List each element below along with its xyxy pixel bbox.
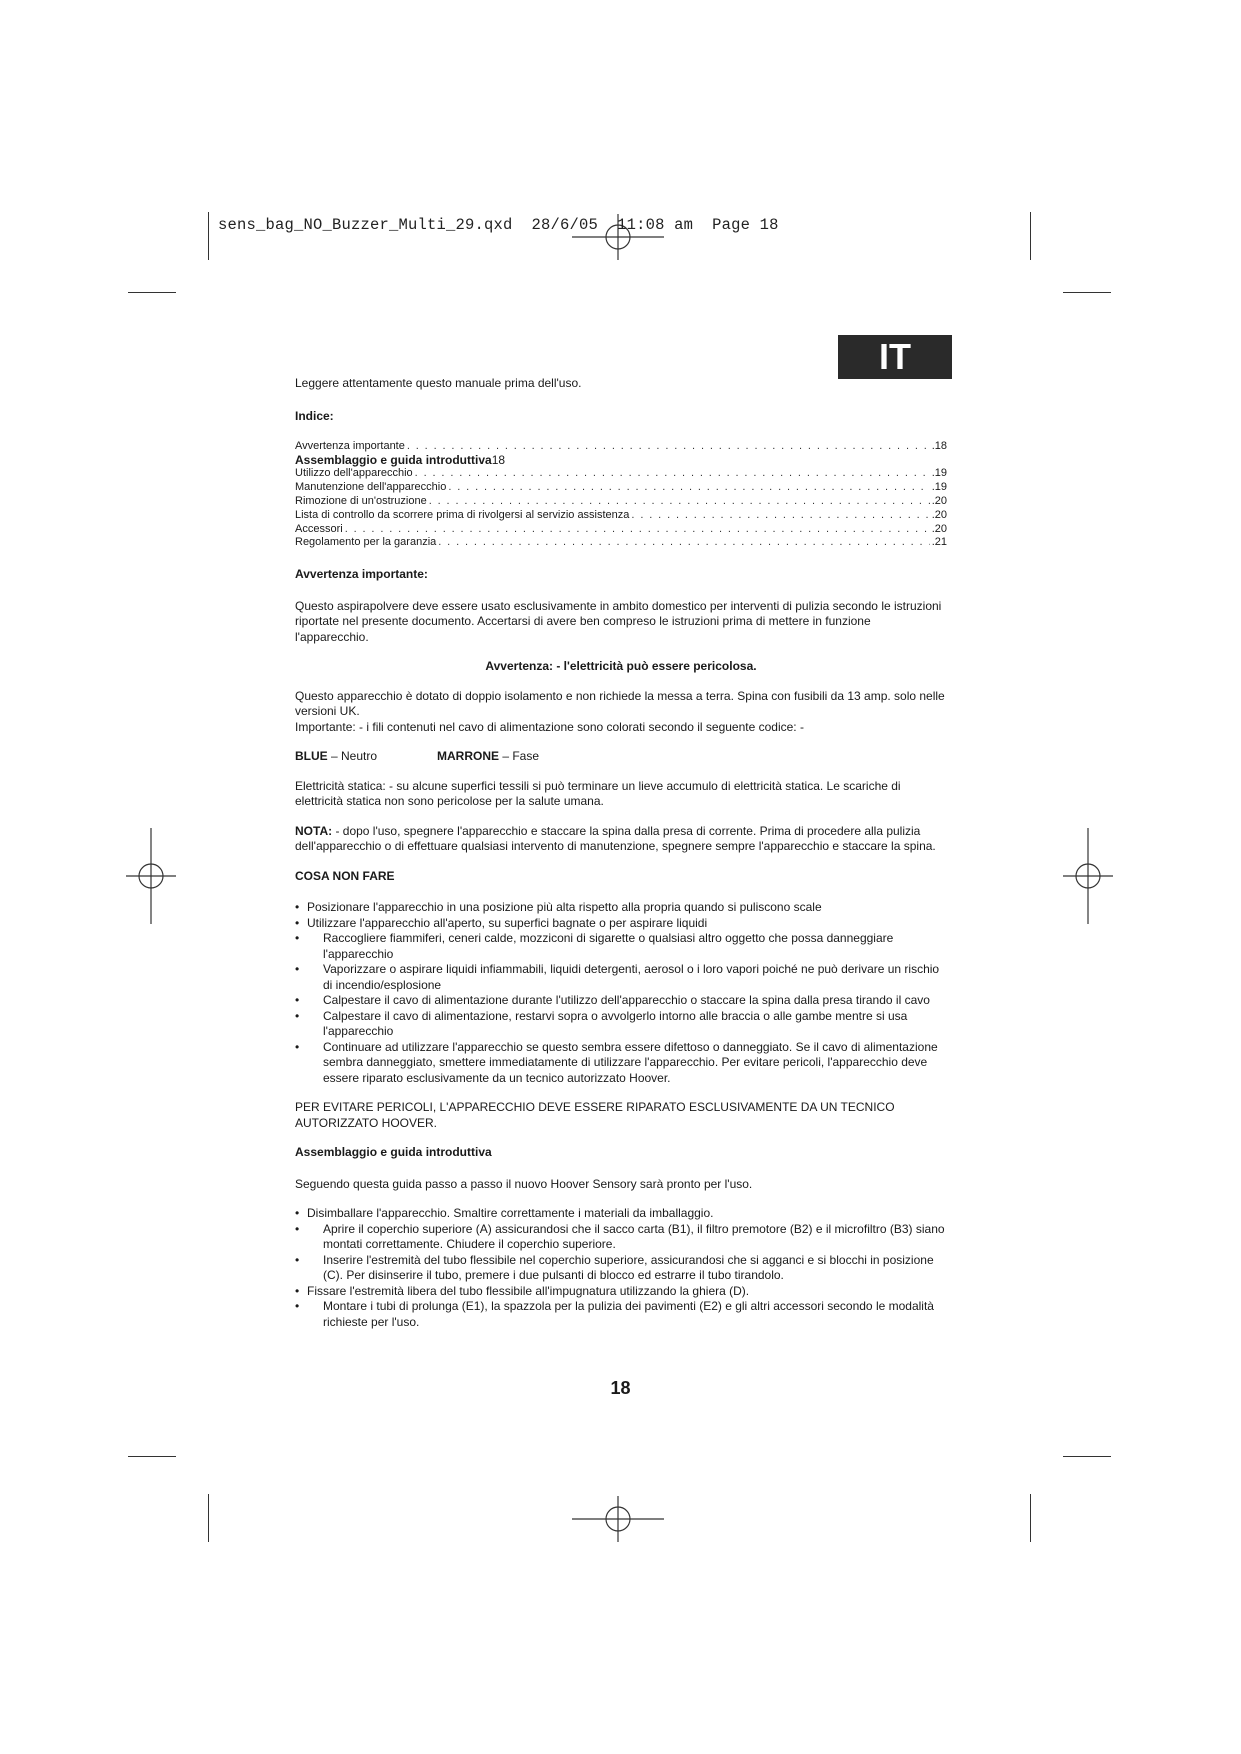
intro-text: Leggere attentamente questo manuale prima dell'uso. <box>295 376 582 390</box>
wire-value: – Fase <box>499 749 540 764</box>
toc-entry: Assemblaggio e guida introduttiva 18 <box>295 452 506 467</box>
toc-entry: Utilizzo dell'apparecchio . . . .19 <box>295 467 947 481</box>
language-badge: IT <box>838 335 952 379</box>
crop-mark <box>1063 292 1111 293</box>
file-slug-line: sens_bag_NO_Buzzer_Multi_29.qxd 28/6/05 11:08 am Page 18 <box>218 216 779 234</box>
dont-list <box>295 900 947 1086</box>
section-heading: Avvertenza importante: <box>295 567 428 582</box>
wire-color-code <box>295 749 947 765</box>
electricity-warning-heading: Avvertenza: - l'elettricità può essere pericolosa. <box>485 659 757 674</box>
list-item: • Continuare ad utilizzare l'apparecchio se questo sembra essere difettoso o danneggiato. Se il cavo di alimentazione sembra danneggiato, smettere immediatamente di utilizzare l'apparecchio. Per evitare pericoli, l'apparecchio deve essere riparato esclusivamente da un tecnico autorizzato Hoover. <box>295 1040 947 1087</box>
toc-heading: Indice: <box>295 408 334 423</box>
crop-mark <box>128 292 176 293</box>
list-item: • Utilizzare l'apparecchio all'aperto, su superfici bagnate o per aspirare liquidi <box>295 916 947 932</box>
list-item: • Posizionare l'apparecchio in una posizione più alta rispetto alla propria quando si puliscono scale <box>295 900 947 916</box>
toc-entry: Accessori . . . .20 <box>295 523 947 537</box>
toc-entry: Lista di controllo da scorrere prima di rivolgersi al servizio assistenza . . . .20 <box>295 509 947 523</box>
section-heading: Assemblaggio e guida introduttiva <box>295 1145 492 1160</box>
assembly-intro: Seguendo questa guida passo a passo il nuovo Hoover Sensory sarà pronto per l'uso. <box>295 1176 753 1191</box>
note-paragraph: NOTA: - dopo l'uso, spegnere l'apparecchio e staccare la spina dalla presa di corrente. Prima di procedere alla pulizia dell'apparecchio o di effettuare qualsiasi intervento di manutenzione, spegnere sempre l'apparecchio e staccare la spina. <box>295 823 936 854</box>
crop-mark <box>1063 1456 1111 1457</box>
registration-mark-icon <box>570 1496 666 1542</box>
crop-mark <box>1030 1494 1031 1542</box>
list-item: • Raccogliere fiammiferi, ceneri calde, mozziconi di sigarette o qualsiasi altro oggetto che possa danneggiare l'apparecchio <box>295 931 947 962</box>
list-item: • Fissare l'estremità libera del tubo flessibile all'impugnatura utilizzando la ghiera (D). <box>295 1284 947 1300</box>
note-label: NOTA: <box>295 823 333 838</box>
crop-mark <box>208 1494 209 1542</box>
wire-label: BLUE <box>295 749 328 764</box>
assembly-list <box>295 1206 947 1330</box>
wire-value: – Neutro <box>327 749 378 764</box>
table-of-contents <box>295 440 947 550</box>
list-item: • Vaporizzare o aspirare liquidi infiammabili, liquidi detergenti, aerosol o i loro vapori poiché ne può derivare un rischio di incendio/esplosione <box>295 962 947 993</box>
crop-mark <box>1030 212 1031 260</box>
static-paragraph: Elettricità statica: - su alcune superfici tessili si può terminare un lieve accumulo di elettricità statica. Le scariche di elettricità statica non sono pericolose per la salute umana. <box>295 778 901 809</box>
list-item: • Calpestare il cavo di alimentazione durante l'utilizzo dell'apparecchio o staccare la spina dalla presa tirando il cavo <box>295 993 947 1009</box>
registration-mark-icon <box>1063 828 1113 924</box>
section-heading: COSA NON FARE <box>295 868 395 883</box>
list-item: • Calpestare il cavo di alimentazione, restarvi sopra o avvolgerlo intorno alle braccia o alle gambe mentre si usa l'apparecchio <box>295 1009 947 1040</box>
important-paragraph: Importante: - i fili contenuti nel cavo di alimentazione sono colorati secondo il seguente codice: - <box>295 719 804 734</box>
page-content <box>295 376 947 1344</box>
list-item: • Disimballare l'apparecchio. Smaltire correttamente i materiali da imballaggio. <box>295 1206 947 1222</box>
toc-entry: Rimozione di un'ostruzione . . . .20 <box>295 495 947 509</box>
toc-entry: Regolamento per la garanzia . . . .21 <box>295 536 947 550</box>
electricity-paragraph: Questo apparecchio è dotato di doppio isolamento e non richiede la messa a terra. Spina con fusibili da 13 amp. solo nelle versioni UK. <box>295 688 945 719</box>
caps-warning: PER EVITARE PERICOLI, L'APPARECCHIO DEVE ESSERE RIPARATO ESCLUSIVAMENTE DA UN TECNICO AUTORIZZATO HOOVER. <box>295 1100 895 1130</box>
registration-mark-icon <box>126 828 176 924</box>
list-item: • Inserire l'estremità del tubo flessibile nel coperchio superiore, assicurandosi che si agganci e si blocchi in posizione (C). Per disinserire il tubo, premere i due pulsanti di blocco ed estrarre il tubo tirandolo. <box>295 1253 947 1284</box>
crop-mark <box>128 1456 176 1457</box>
list-item: • Aprire il coperchio superiore (A) assicurandosi che il sacco carta (B1), il filtro premotore (B2) e il microfiltro (B3) siano montati correttamente. Chiudere il coperchio superiore. <box>295 1222 947 1253</box>
crop-mark <box>208 212 209 260</box>
toc-entry: Avvertenza importante . . . .18 <box>295 440 947 454</box>
list-item: • Montare i tubi di prolunga (E1), la spazzola per la pulizia dei pavimenti (E2) e gli altri accessori secondo le modalità richieste per l'uso. <box>295 1299 947 1330</box>
toc-entry: Manutenzione dell'apparecchio . . . .19 <box>295 481 947 495</box>
wire-label: MARRONE <box>437 749 499 764</box>
page-number: 18 <box>610 1378 631 1398</box>
warning-paragraph: Questo aspirapolvere deve essere usato esclusivamente in ambito domestico per interventi di pulizia secondo le istruzioni riportate nel presente documento. Accertarsi di avere ben compreso le istruzioni prima di mettere in funzione l'apparecchio. <box>295 598 942 644</box>
